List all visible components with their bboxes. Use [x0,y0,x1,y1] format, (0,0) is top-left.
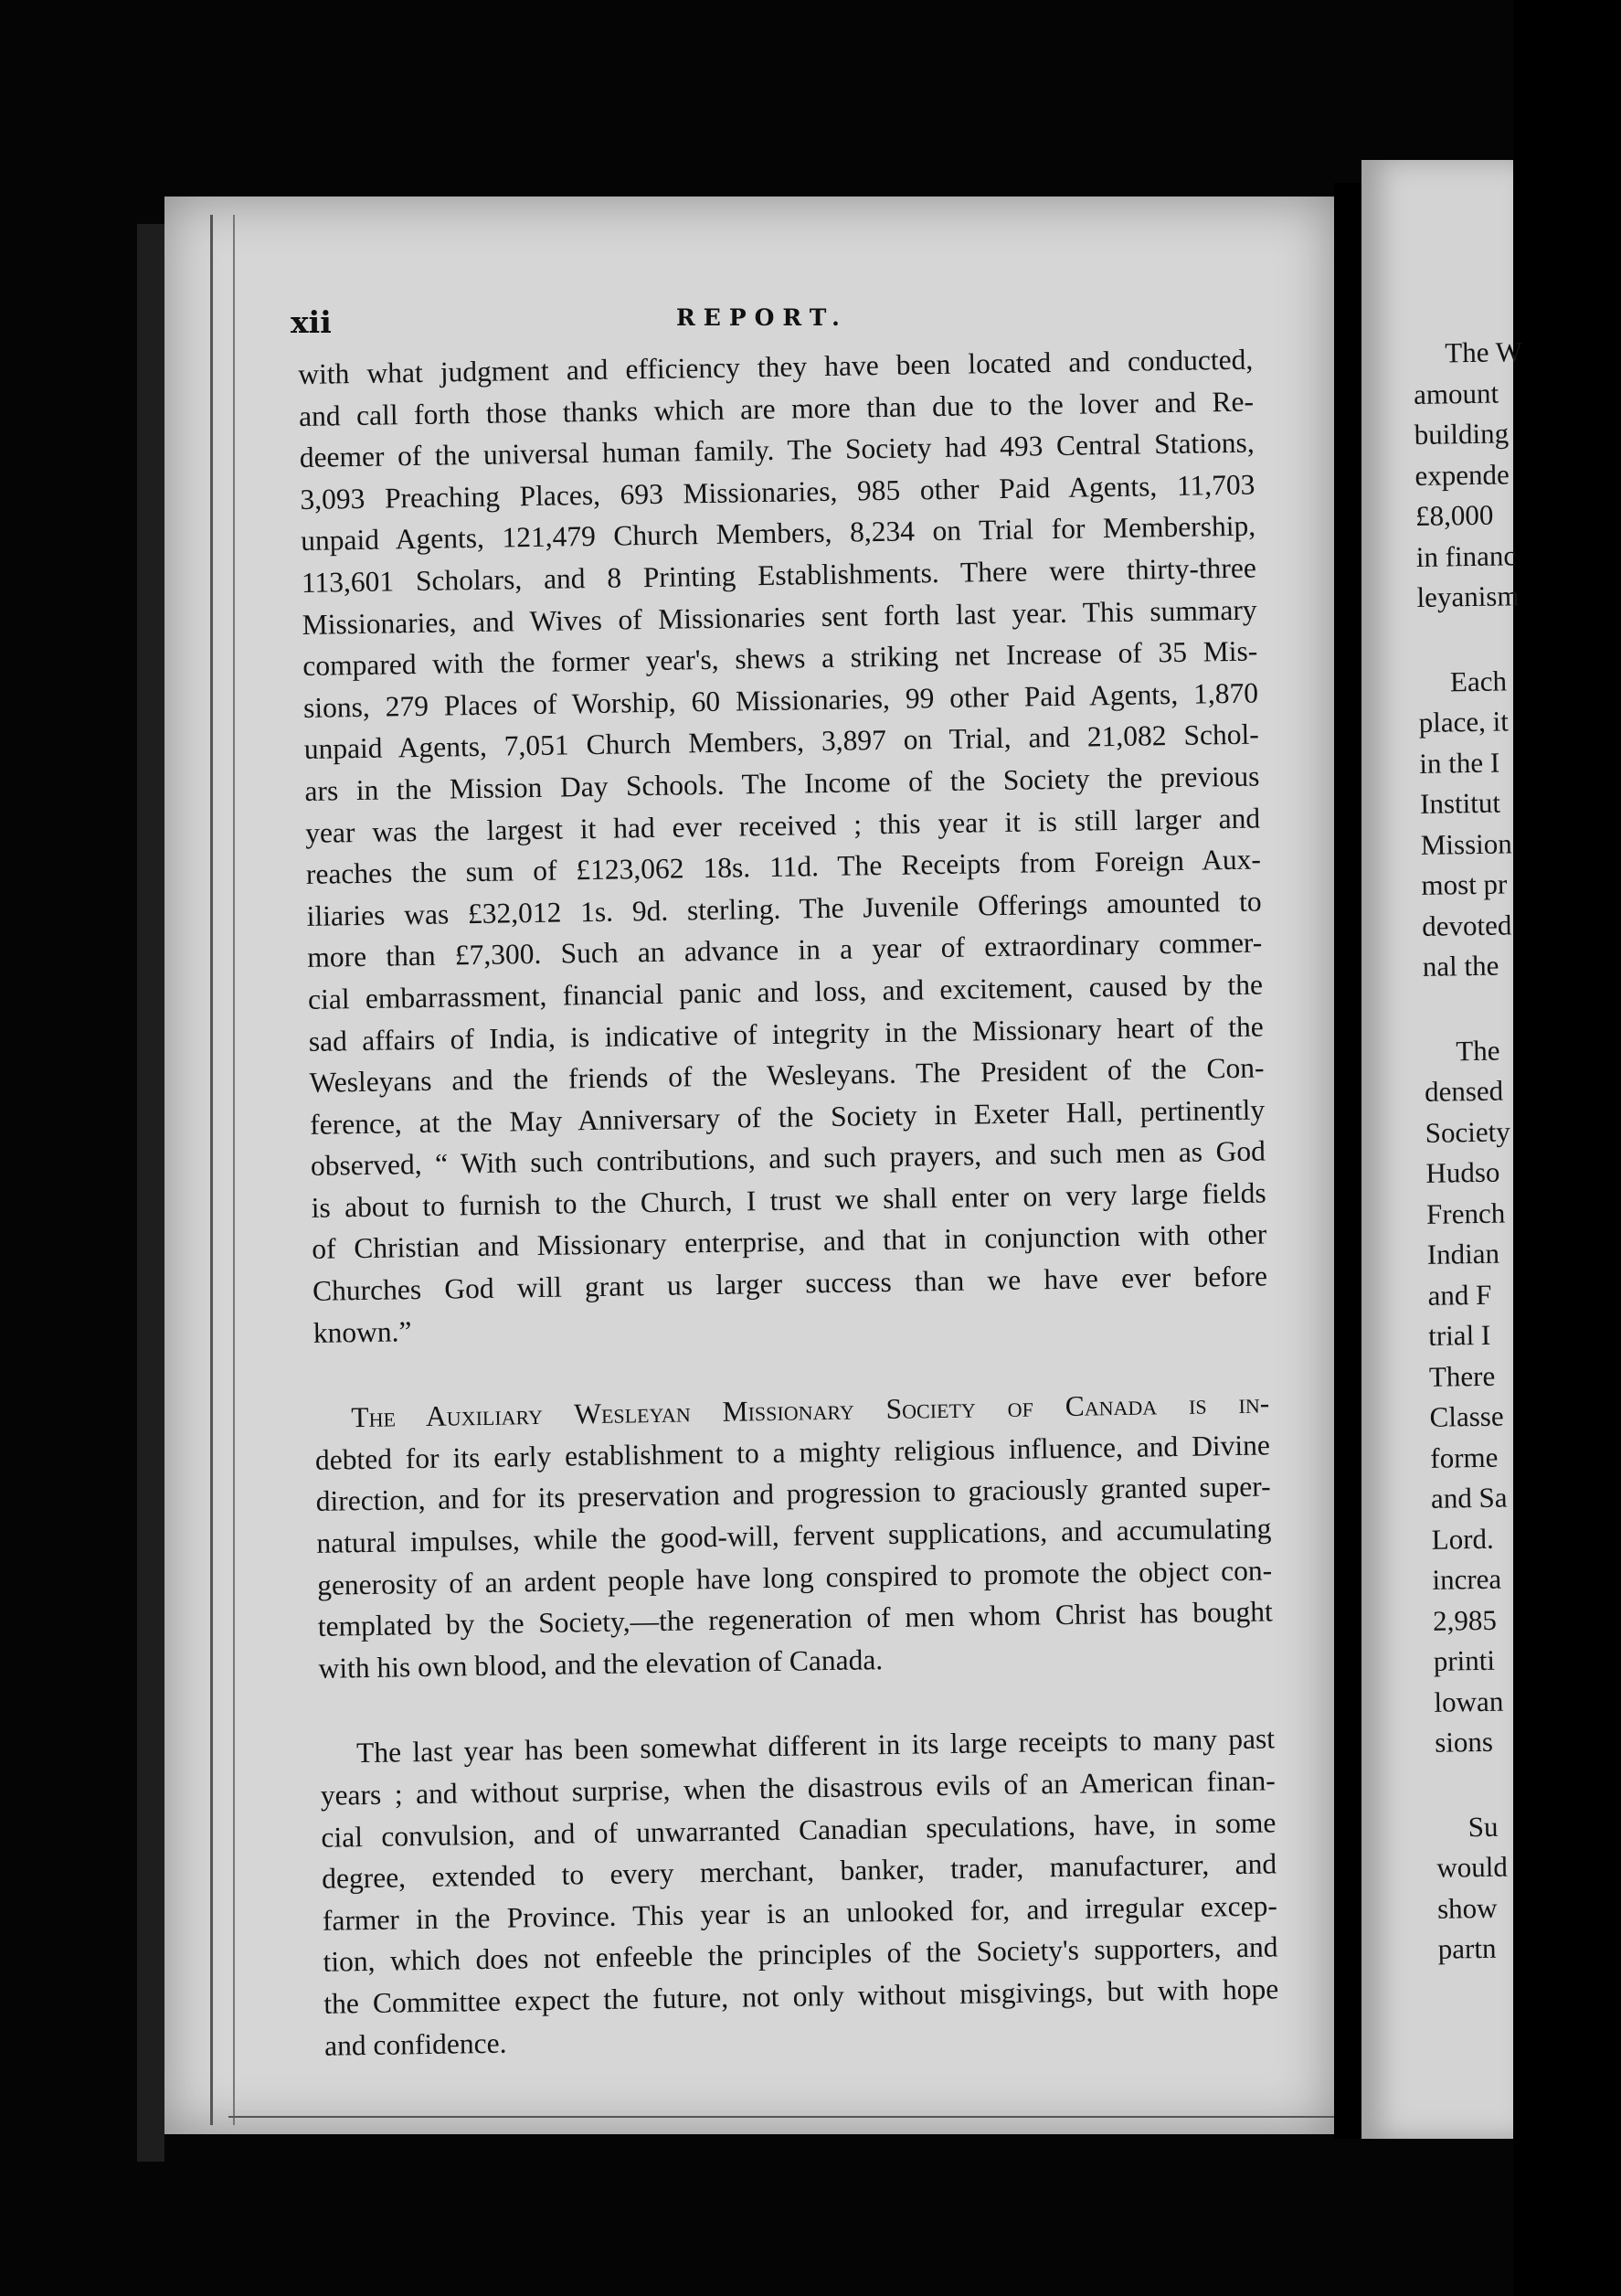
facing-line: and Sa [1430,1481,1508,1515]
facing-line: Society [1425,1114,1510,1149]
facing-line: nal the [1422,949,1499,983]
text-line: cial convulsion, and of unwarranted Canadian speculations, have, in some [321,1805,1277,1854]
text-line: Churches God will grant us larger success than we have ever before [312,1260,1268,1307]
text-line: generosity of an ardent people have long conspired to promote the object con- [316,1554,1273,1601]
facing-line: The [1456,1034,1500,1067]
facing-line: Institut [1419,786,1501,820]
facing-gap [1436,1760,1619,1807]
body-text [298,339,1279,2067]
text-line: with what judgment and efficiency they have been located and conducted, [298,343,1254,390]
text-line: year was the largest it had ever received ; this year it is still larger and [304,802,1261,849]
text-line: more than £7,300. Such an advance in a year of extraordinary commer- [307,926,1263,974]
left-page [164,197,1334,2134]
facing-page-text [1413,331,1621,1970]
text-line: The last year has been somewhat different in its large receipts to many past [355,1722,1276,1770]
text-line: and confidence. [323,2026,507,2062]
text-line: tion, which does not enfeeble the principles of the Society's supporters, and [323,1930,1278,1979]
text-line: natural impulses, while the good-will, fervent supplications, and accumulating [316,1512,1272,1559]
facing-line: forme [1430,1440,1499,1474]
facing-line: French [1425,1196,1506,1230]
page-edge-lines [210,215,235,2125]
facing-gap [1417,615,1601,662]
facing-line: £8,000 [1414,498,1494,532]
text-line: The Auxiliary Wesleyan Missionary Society of Canada is in- [351,1387,1270,1434]
book-edge [137,224,164,2162]
page-bottom-edge [228,2116,1334,2118]
text-line: known.” [313,1314,412,1349]
text-line: the Committee expect the future, not only without misgivings, but with hope [323,1972,1279,2020]
facing-line: show [1436,1891,1498,1925]
facing-line: leyanism [1416,579,1520,613]
text-line: years ; and without surprise, when the disastrous evils of an American finan- [320,1764,1276,1812]
text-line: templated by the Society,—the regeneration of men whom Christ has bought [317,1595,1274,1643]
paragraph-auxiliary-society [314,1383,1274,1690]
facing-line: amount [1413,377,1499,410]
facing-line: lowan [1434,1685,1504,1718]
paragraph-missionary-summary [298,339,1268,1355]
facing-line: expende [1414,457,1510,492]
facing-line: Su [1467,1810,1499,1843]
text-line: sad affairs of India, is indicative of integrity in the Missionary heart of the [308,1009,1264,1058]
text-line: farmer in the Province. This year is an unlooked for, and irregular excep- [322,1889,1278,1937]
facing-line: place, it [1418,705,1510,739]
text-line: unpaid Agents, 121,479 Church Members, 8,234 on Trial for Membership, [300,509,1256,558]
text-line: Wesleyans and the friends of the Wesleyans. The President of the Con- [309,1051,1265,1099]
facing-line: increa [1432,1562,1502,1596]
facing-line: trial I [1427,1318,1491,1352]
text-line: degree, extended to every merchant, banker, trader, manufacturer, and [321,1847,1277,1895]
facing-line: densed [1424,1074,1504,1108]
facing-line: in the I [1419,746,1500,780]
text-line: Missionaries, and Wives of Missionaries sent forth last year. This summary [302,593,1257,641]
facing-line: partn [1437,1931,1497,1965]
facing-line: The W [1445,335,1523,369]
facing-line: 2,985 [1432,1603,1498,1637]
facing-line: in financ [1415,538,1517,573]
facing-line: would [1436,1850,1509,1884]
text-line: ference, at the May Anniversary of the Society in Exeter Hall, pertinently [309,1093,1266,1141]
facing-line: There [1428,1359,1496,1393]
page-number: xii [291,304,332,340]
text-line: and call forth those thanks which are more than due to the lover and Re- [298,385,1255,432]
facing-line: Each [1449,664,1508,697]
text-line: direction, and for its preservation and progression to graciously granted super- [315,1470,1271,1518]
text-line: deemer of the universal human family. The Society had 493 Central Stations, [299,426,1255,474]
text-line: unpaid Agents, 7,051 Church Members, 3,897 on Trial, and 21,082 Schol- [303,718,1259,766]
text-line: debted for its early establishment to a mighty religious influence, and Divine [314,1429,1271,1476]
facing-line: most pr [1421,867,1508,901]
text-line: with his own blood, and the elevation of Canada. [318,1642,884,1685]
text-line: iliaries was £32,012 1s. 9d. sterling. The Juvenile Offerings amounted to [306,885,1262,932]
book-gutter [1334,183,1361,2139]
text-line: compared with the former year's, shews a striking net Increase of 35 Mis- [302,634,1258,683]
facing-line: Lord. [1431,1522,1494,1556]
text-line: sions, 279 Places of Worship, 60 Missionaries, 99 other Paid Agents, 1,870 [302,676,1259,724]
text-line: cial embarrassment, financial panic and loss, and excitement, caused by the [307,968,1264,1015]
text-line: of Christian and Missionary enterprise, and that in conjunction with other [312,1217,1267,1266]
text-line: ars in the Mission Day Schools. The Income of the Society the previous [304,760,1260,807]
text-line: 113,601 Scholars, and 8 Printing Establishments. There were thirty-three [301,551,1257,599]
facing-line: Mission [1420,826,1512,861]
facing-line: Indian [1426,1237,1500,1270]
facing-page-fragment [1361,160,1523,2139]
text-line: observed, “ With such contributions, and such prayers, and such men as God [310,1134,1266,1183]
text-line: reaches the sum of £123,062 18s. 11d. The Receipts from Foreign Aux- [305,843,1262,891]
running-head: REPORT. [676,304,848,331]
facing-line: sions [1434,1725,1494,1759]
text-line: is about to furnish to the Church, I trust we shall enter on very large fields [311,1176,1266,1224]
facing-gap [1423,984,1606,1031]
text-line: 3,093 Preaching Places, 693 Missionaries, 985 other Paid Agents, 11,703 [300,468,1255,516]
facing-line: and F [1427,1278,1492,1312]
facing-line: Hudso [1425,1155,1500,1189]
facing-line: Classe [1429,1399,1504,1433]
facing-line: printi [1433,1643,1496,1677]
paragraph-last-year [320,1718,1280,2067]
facing-line: building [1414,417,1510,451]
facing-line: devoted [1421,908,1512,942]
